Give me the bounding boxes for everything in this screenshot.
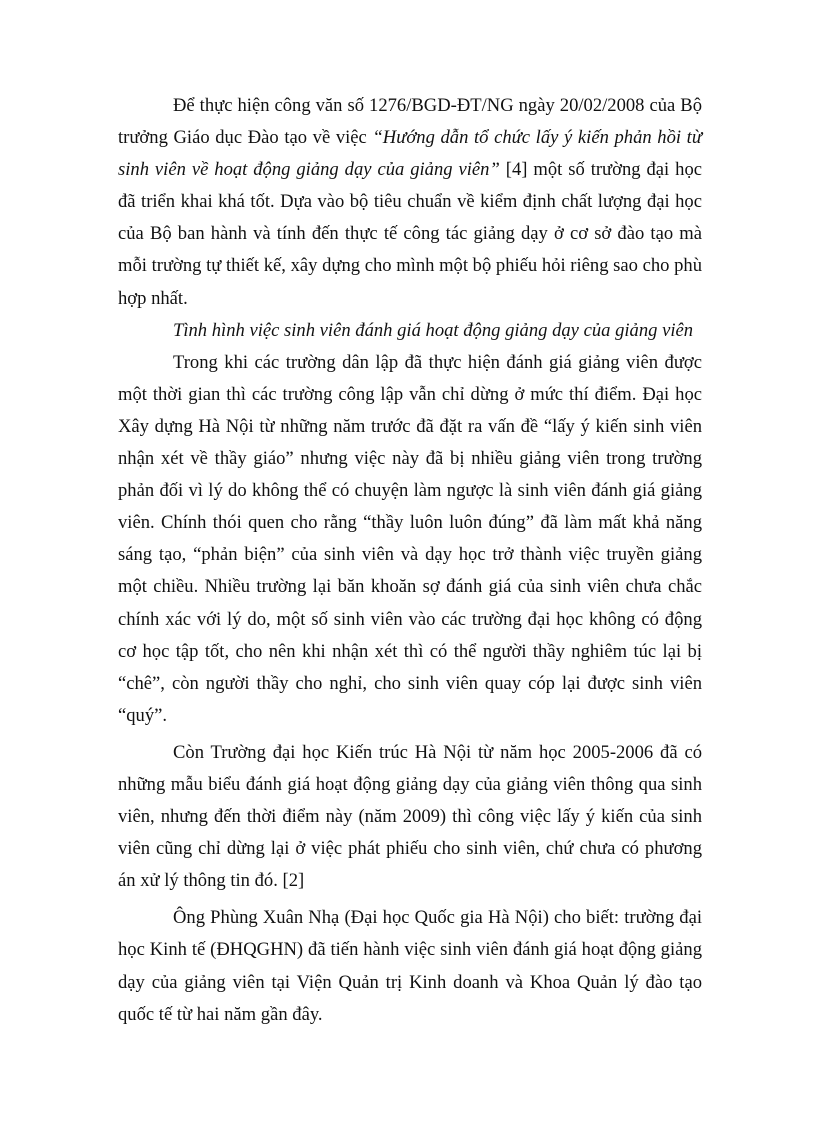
paragraph-1-after-quote: [4] một số trường đại học đã triển khai khá tốt. Dựa vào bộ tiêu chuẩn về kiểm định chất lượng đại học của Bộ ban hành và tính đến thực tế công tác giảng dạy ở cơ sở đào tạo mà mỗi trường tự thiết kế, xây dựng cho mình một bộ phiếu hỏi riêng sao cho phù hợp nhất.: [118, 159, 702, 309]
paragraph-economics-university: Ông Phùng Xuân Nhạ (Đại học Quốc gia Hà Nội) cho biết: trường đại học Kinh tế (ĐHQGHN) đã tiến hành việc sinh viên đánh giá hoạt động giảng dạy của giảng viên tại Viện Quản trị Kinh doanh và Khoa Quản lý đào tạo quốc tế từ hai năm gần đây.: [118, 907, 702, 1025]
paragraph-1-before-quote: Để thực hiện công văn số 1276/BGD-ĐT/NG ngày 20/02/2008 của Bộ trưởng Giáo dục Đào tạo về việc: [118, 95, 702, 149]
paragraph-1-quote: “Hướng dẫn tổ chức lấy ý kiến phản hồi từ sinh viên về hoạt động giảng dạy của giảng viên”: [118, 127, 702, 181]
section-heading: Tình hình việc sinh viên đánh giá hoạt động giảng dạy của giảng viên: [173, 319, 694, 341]
paragraph-public-universities: Trong khi các trường dân lập đã thực hiện đánh giá giảng viên được một thời gian thì các trường công lập vẫn chỉ dừng ở mức thí điểm. Đại học Xây dựng Hà Nội từ những năm trước đã đặt ra vấn đề “lấy ý kiến sinh viên nhận xét về thầy giáo” nhưng việc này đã bị nhiều giảng viên trong trường phản đối vì lý do không thể có chuyện làm ngược là sinh viên đánh giá giảng viên. Chính thói quen cho rằng “thầy luôn luôn đúng” đã làm mất khả năng sáng tạo, “phản biện” của sinh viên và dạy học trở thành việc truyền giảng một chiều. Nhiều trường lại băn khoăn sợ đánh giá của sinh viên chưa chắc chính xác với lý do, một số sinh viên vào các trường đại học không có động cơ học tập tốt, cho nên khi nhận xét thì có thể người thầy nghiêm túc lại bị “chê”, còn người thầy cho nghỉ, cho sinh viên quay cóp lại được sinh viên “quý”.: [118, 351, 702, 726]
paragraph-architecture-university: Còn Trường đại học Kiến trúc Hà Nội từ năm học 2005-2006 đã có những mẫu biểu đánh giá hoạt động giảng dạy của giảng viên thông qua sinh viên, nhưng đến thời điểm này (năm 2009) thì công việc lấy ý kiến của sinh viên cũng chỉ dừng lại ở việc phát phiếu cho sinh viên, chứ chưa có phương án xử lý thông tin đó. [2]: [118, 741, 702, 892]
document-page: [118, 90, 702, 1031]
paragraph-official-letter: [118, 90, 702, 315]
